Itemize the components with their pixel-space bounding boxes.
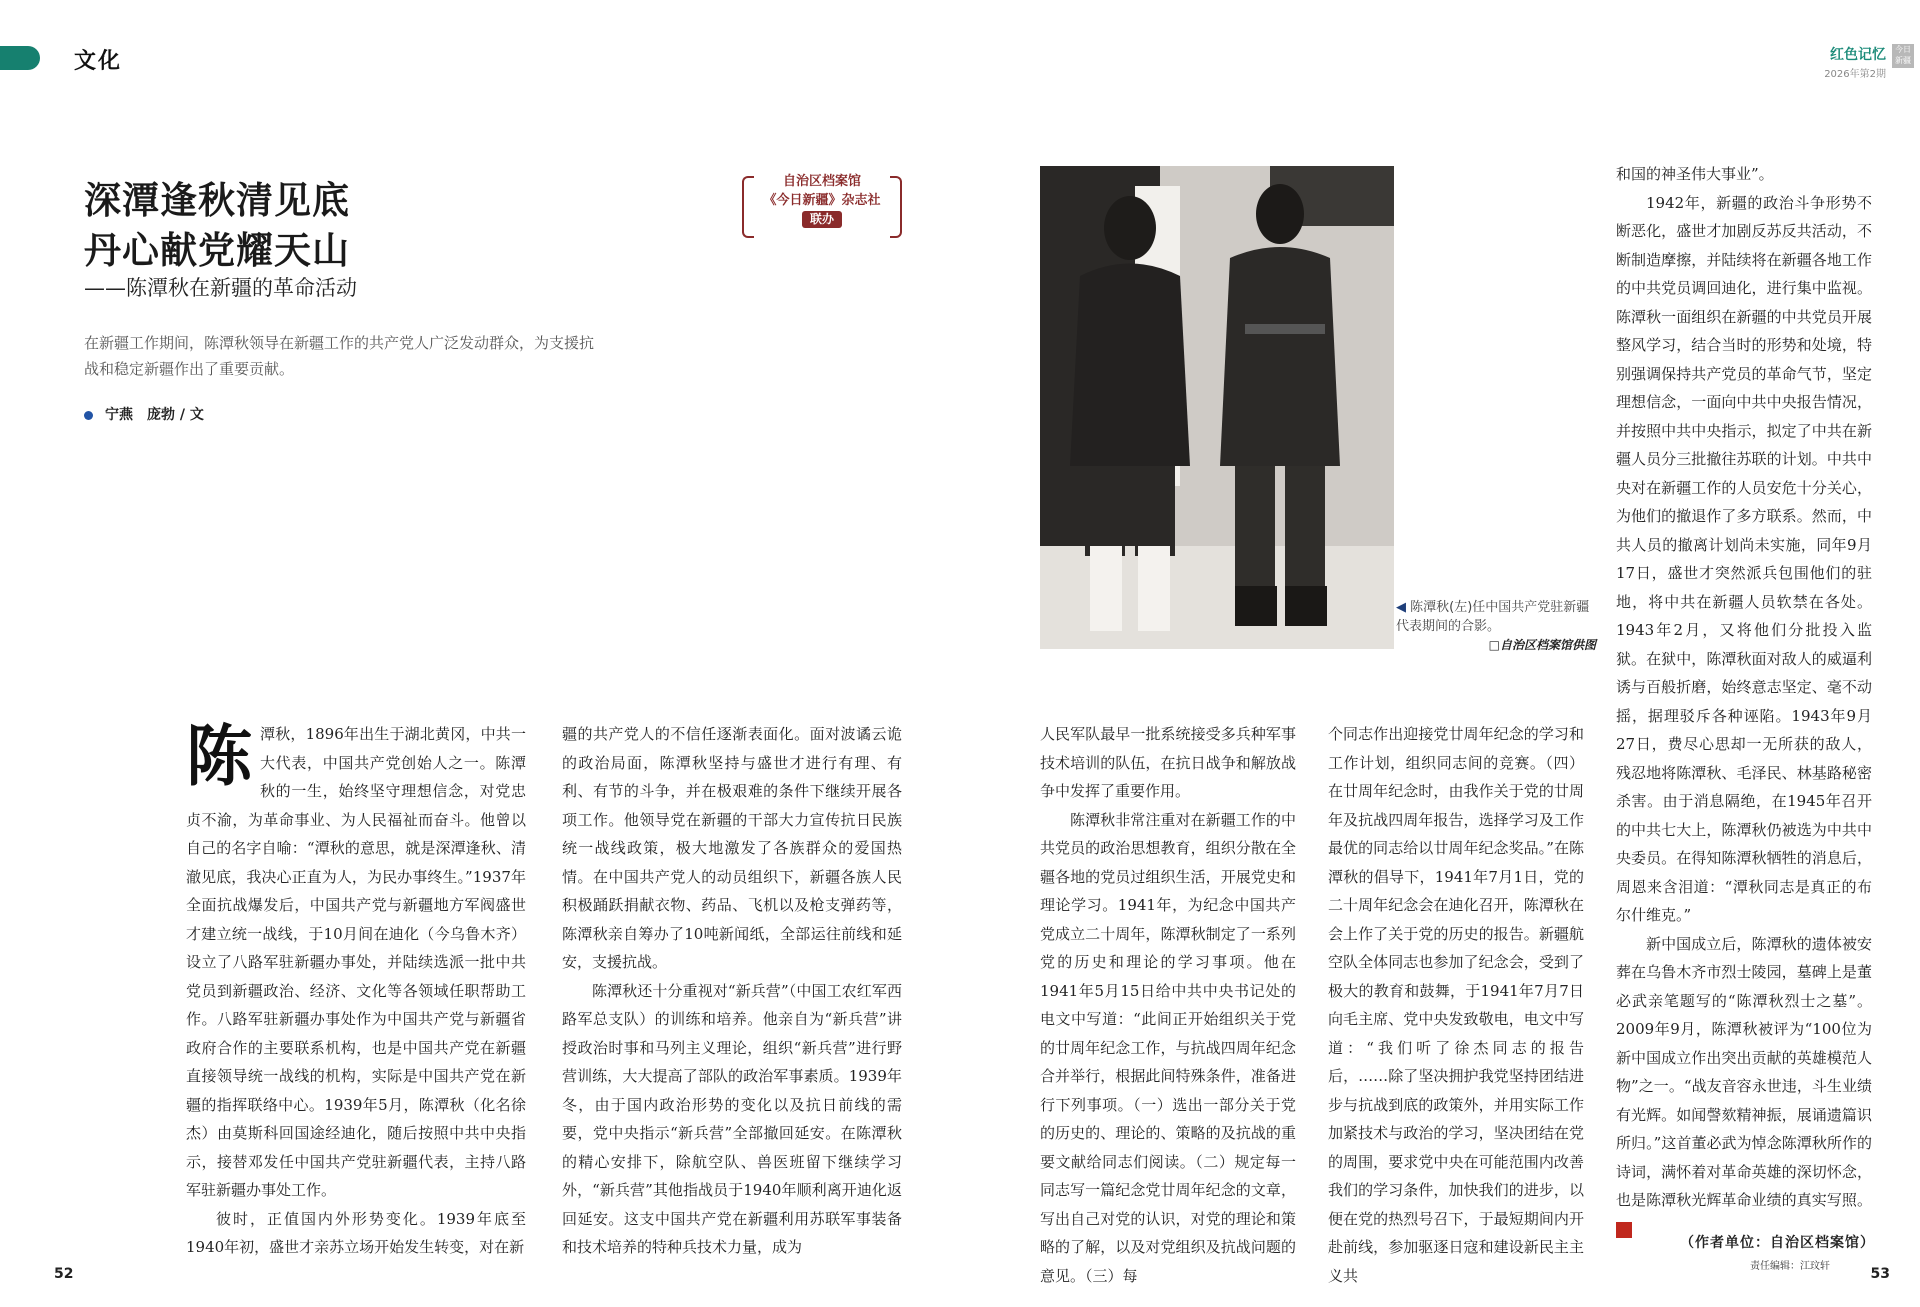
historical-photo bbox=[1040, 166, 1394, 649]
page-number-left: 52 bbox=[54, 1266, 74, 1282]
body-paragraph-text: 新中国成立后，陈潭秋的遗体被安葬在乌鲁木齐市烈士陵园，墓碑上是董必武亲笔题写的“陈潭秋烈士之墓”。2009年9月，陈潭秋被评为“100位为新中国成立作出突出贡献的英雄模范人物”之一。“战友音容永世违，斗生业绩有光辉。如闻謦欬精神振，展诵遗篇识所归。”这首董必武为悼念陈潭秋所作的诗词，满怀着对革命英雄的深切怀念，也是陈潭秋光辉革命业绩的真实写照。 bbox=[1616, 934, 1872, 1209]
photo-credit: □自治区档案馆供图 bbox=[1488, 638, 1596, 652]
sponsor-box bbox=[742, 172, 902, 238]
body-paragraph: 和国的神圣伟大事业”。 bbox=[1616, 165, 1774, 183]
author-unit: （作者单位：自治区档案馆） bbox=[1680, 1235, 1875, 1251]
responsible-editor: 责任编辑：江玟轩 bbox=[1750, 1261, 1830, 1272]
bullet-dot-icon bbox=[84, 411, 93, 420]
body-column-5 bbox=[1616, 160, 1872, 1260]
sponsor-line-1: 自治区档案馆 bbox=[782, 174, 861, 189]
sponsor-line-2: 《今日新疆》杂志社 bbox=[763, 193, 881, 208]
drop-cap: 陈 bbox=[186, 717, 252, 795]
body-paragraph: 陈潭秋非常注重对在新疆工作的中共党员的政治思想教育，组织分散在全疆各地的党员过组织生活，开展党史和理论学习。1941年，为纪念中国共产党成立二十周年，陈潭秋制定了一系列党的历史和理论的学习事项。他在1941年5月15日给中共中央书记处的电文中写道：“此间正开始组织关于党的廿周年纪念工作，与抗战四周年纪念合并举行，根据此间特殊条件，准备进行下列事项。（一）选出一部分关于党的历史的、理论的、策略的及抗战的重要文献给同志们阅读。（二）规定每一同志写一篇纪念党廿周年纪念的文章，写出自己对党的认识，对党的理论和策略的了解，以及对党组织及抗战问题的意见。（三）每 bbox=[1040, 810, 1296, 1285]
article-lede: 在新疆工作期间，陈潭秋领导在新疆工作的共产党人广泛发动群众，为支援抗战和稳定新疆作出了重要贡献。 bbox=[84, 334, 595, 378]
body-paragraph: 人民军队最早一批系统接受多兵种军事技术培训的队伍，在抗日战争和解放战争中发挥了重要作用。 bbox=[1040, 725, 1296, 800]
sponsor-badge: 联办 bbox=[802, 211, 842, 228]
caret-left-icon: ◀ bbox=[1396, 600, 1406, 615]
masthead-issue: 2026年第2期 bbox=[1824, 69, 1886, 80]
masthead-brand: 红色记忆 bbox=[1830, 47, 1886, 63]
headline-line-2: 丹心献党耀天山 bbox=[84, 229, 350, 272]
photo-illustration bbox=[1040, 166, 1394, 649]
magazine-logo: 今日新疆 bbox=[1892, 44, 1914, 68]
body-paragraph: 1942年，新疆的政治斗争形势不断恶化，盛世才加剧反苏反共活动，不断制造摩擦，并陆续将在新疆各地工作的中共党员调回迪化，进行集中监视。陈潭秋一面组织在新疆的中共党员开展整风学习，结合当时的形势和处境，特别强调保持共产党员的革命气节，坚定理想信念，一面向中共中央报告情况，并按照中共中央指示，拟定了中共在新疆人员分三批撤往苏联的计划。中共中央对在新疆工作的人员安危十分关心，为他们的撤退作了多方联系。然而，中共人员的撤离计划尚未实施，同年9月17日，盛世才突然派兵包围他们的驻地，将中共在新疆人员软禁在各处。1943年2月，又将他们分批投入监狱。在狱中，陈潭秋面对敌人的威逼利诱与百般折磨，始终意志坚定、毫不动摇，据理驳斥各种诬陷。1943年9月27日，费尽心思却一无所获的敌人，残忍地将陈潭秋、毛泽民、林基路秘密杀害。由于消息隔绝，在1945年召开的中共七大上，陈潭秋仍被选为中共中央委员。在得知陈潭秋牺牲的消息后，周恩来含泪道：“潭秋同志是真正的布尔什维克。” bbox=[1616, 193, 1872, 924]
byline-text: 宁燕 庞勃 / 文 bbox=[105, 407, 204, 423]
body-column-3 bbox=[1040, 720, 1296, 1285]
bracket-right bbox=[890, 176, 902, 238]
masthead bbox=[1824, 44, 1886, 80]
photo-caption-text: 陈潭秋(左)任中国共产党驻新疆代表期间的合影。 bbox=[1396, 600, 1590, 634]
section-tab-marker bbox=[0, 46, 40, 70]
end-mark-icon: J bbox=[1616, 1222, 1632, 1238]
bracket-left bbox=[742, 176, 754, 238]
body-column-4 bbox=[1328, 720, 1584, 1285]
body-paragraph: 潭秋，1896年出生于湖北黄冈，中共一大代表，中国共产党创始人之一。陈潭秋的一生，始终坚守理想信念，对党忠贞不渝，为革命事业、为人民福祉而奋斗。他曾以自己的名字自喻：“潭秋的意思，就是深潭逢秋、清澈见底，我决心正直为人，为民办事终生。”1937年全面抗战爆发后，中国共产党与新疆地方军阀盛世才建立统一战线，于10月间在迪化（今乌鲁木齐）设立了八路军驻新疆办事处，并陆续选派一批中共党员到新疆政治、经济、文化等各领域任职帮助工作。八路军驻新疆办事处作为中国共产党与新疆省政府合作的主要联系机构，也是中国共产党在新疆直接领导统一战线的机构，实际是中国共产党在新疆的指挥联络中心。1939年5月，陈潭秋（化名徐杰）由莫斯科回国途经迪化，随后按照中共中央指示，接替邓发任中国共产党驻新疆代表，主持八路军驻新疆办事处工作。 bbox=[186, 725, 526, 1199]
body-paragraph: 彼时，正值国内外形势变化。1939年底至1940年初，盛世才亲苏立场开始发生转变，对在新 bbox=[186, 1209, 526, 1256]
body-paragraph: 陈潭秋还十分重视对“新兵营”（中国工农红军西路军总支队）的训练和培养。他亲自为“新兵营”讲授政治时事和马列主义理论，组织“新兵营”进行野营训练，大大提高了部队的政治军事素质。1939年冬，由于国内政治形势的变化以及抗日前线的需要，党中央指示“新兵营”全部撤回延安。在陈潭秋的精心安排下，除航空队、兽医班留下继续学习外，“新兵营”其他指战员于1940年顺利离开迪化返回延安。这支中国共产党在新疆利用苏联军事装备和技术培养的特种兵技术力量，成为 bbox=[562, 981, 902, 1256]
body-paragraph: 疆的共产党人的不信任逐渐表面化。面对波谲云诡的政治局面，陈潭秋坚持与盛世才进行有理、有利、有节的斗争，并在极艰难的条件下继续开展各项工作。他领导党在新疆的干部大力宣传抗日民族统一战线政策，极大地激发了各族群众的爱国热情。在中国共产党人的动员组织下，新疆各族人民积极踊跃捐献衣物、药品、飞机以及枪支弹药等，陈潭秋亲自筹办了10吨新闻纸，全部运往前线和延安，支援抗战。 bbox=[562, 725, 902, 971]
article-subtitle: ——陈潭秋在新疆的革命活动 bbox=[84, 276, 357, 300]
headline-line-1: 深潭逢秋清见底 bbox=[84, 179, 350, 222]
body-column-2 bbox=[562, 720, 902, 1260]
article-headline bbox=[84, 176, 350, 276]
body-paragraph bbox=[1616, 930, 1872, 1244]
byline bbox=[84, 404, 204, 424]
body-column-1 bbox=[186, 717, 526, 1280]
photo-caption bbox=[1396, 598, 1596, 655]
page-number-right: 53 bbox=[1870, 1266, 1890, 1282]
section-title: 文化 bbox=[74, 48, 123, 74]
body-paragraph: 个同志作出迎接党廿周年纪念的学习和工作计划，组织同志间的竞赛。（四）在廿周年纪念时，由我作关于党的廿周年及抗战四周年报告，选择学习及工作最优的同志给以廿周年纪念奖品。”在陈潭秋的倡导下，1941年7月1日，党的二十周年纪念会在迪化召开，陈潭秋在会上作了关于党的历史的报告。新疆航空队全体同志也参加了纪念会，受到了极大的教育和鼓舞，于1941年7月7日向毛主席、党中央发致敬电，电文中写道：“我们听了徐杰同志的报告后，……除了坚决拥护我党坚持团结进步与抗战到底的政策外，并用实际工作加紧技术与政治的学习，坚决团结在党的周围，要求党中央在可能范围内改善我们的学习条件，加快我们的进步，以便在党的热烈号召下，于最短期间内开赴前线，参加驱逐日寇和建设新民主主义共 bbox=[1328, 725, 1584, 1285]
